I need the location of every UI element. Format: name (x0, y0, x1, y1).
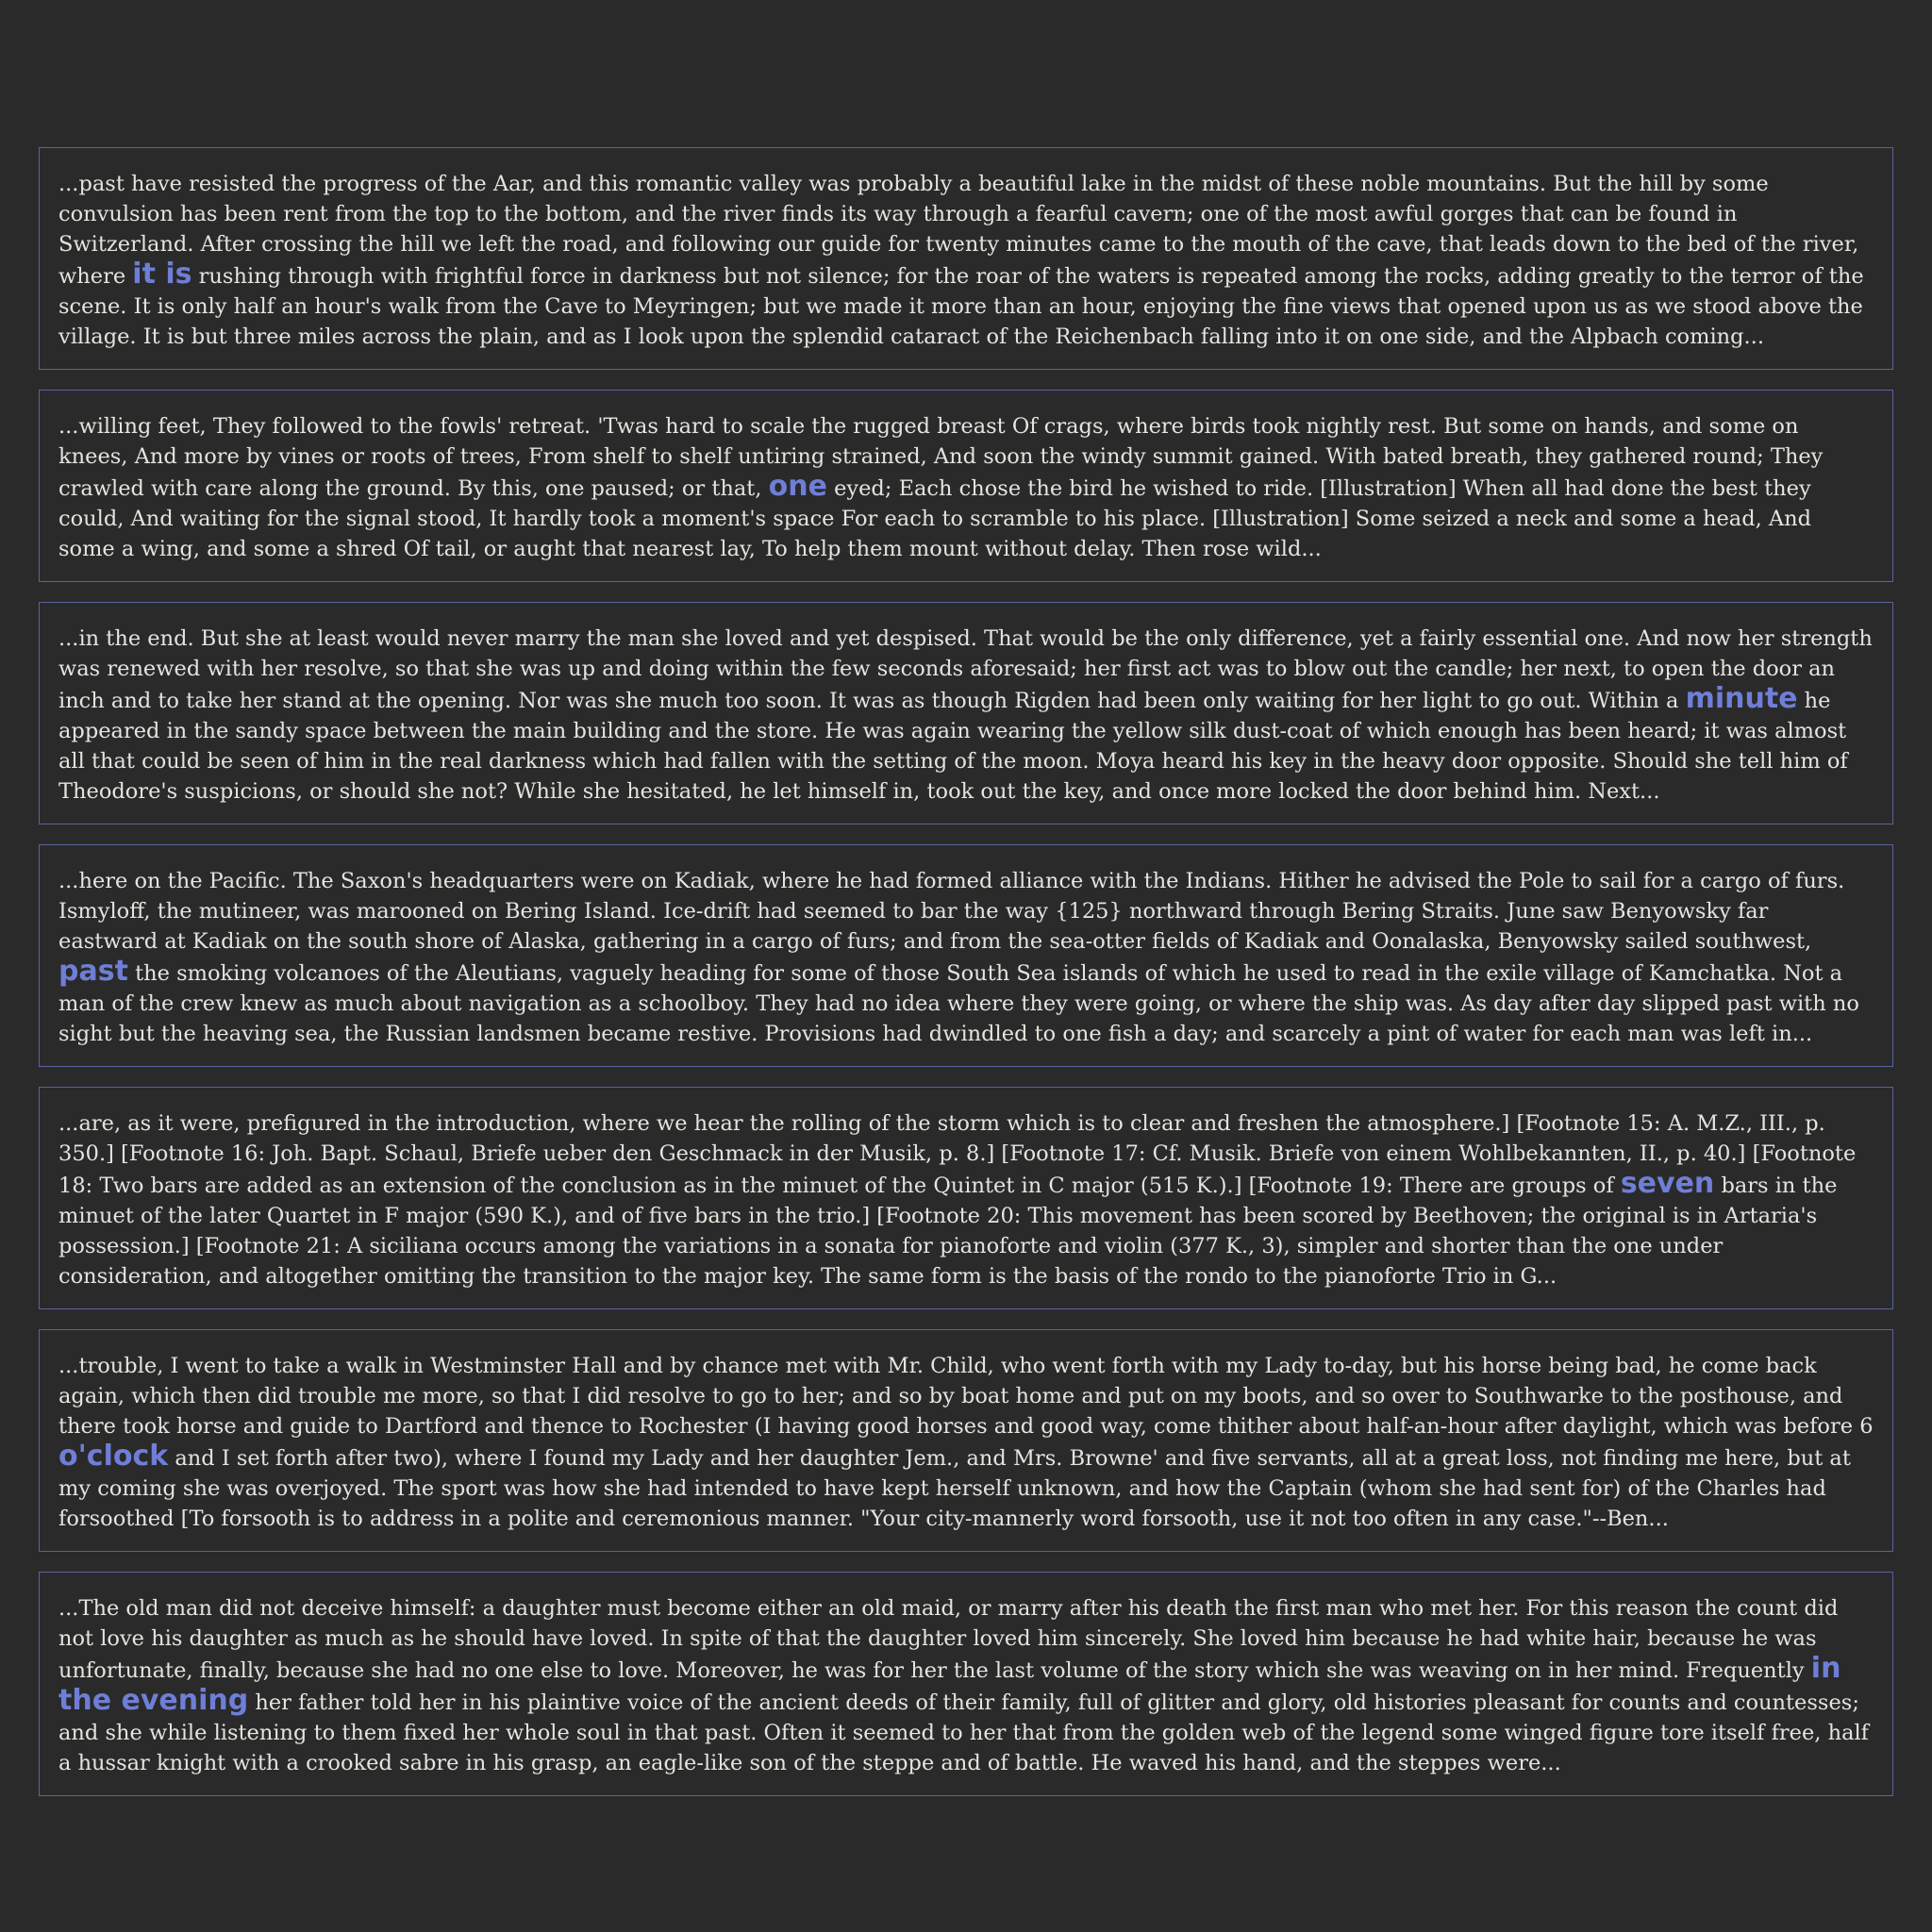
passage-text-before: ...are, as it were, prefigured in the introduction, where we hear the rolling of the storm which is to clear and freshen the atmosphere.] [Footnote 15: A. M.Z., III., p. 350.] [Footnote 16: Joh. Bapt. Schaul, Briefe ueber den Geschmack in der Musik, p. 8.] [Footnote 17: Cf. Musik. Briefe von einem Wohlbekannten, II., p. 40.] [Footnote 18: Two bars are added as an extension of the conclusion as in the minuet of the Quintet in C major (515 K.).] [Footnote 19: There are groups of (58, 1111, 1857, 1198)
passage-text-after: rushing through with frightful force in darkness but not silence; for the roar of the waters is repeated among the rocks, adding greatly to the terror of the scene. It is only half an hour's walk from the Cave to Meyringen; but we made it more than an hour, enjoying the fine views that opened upon us as we stood above the village. It is but three miles across the plain, and as I look upon the splendid cataract of the Reichenbach falling into it on one side, and the Alpbach coming... (58, 264, 1864, 349)
passage-card (39, 147, 1893, 370)
passage-card (39, 844, 1893, 1067)
passage-text-before: ...here on the Pacific. The Saxon's headquarters were on Kadiak, where he had formed alliance with the Indians. Hither he advised the Pole to sail for a cargo of furs. Ismyloff, the mutineer, was marooned on Bering Island. Ice-drift had seemed to bar the way {125} northward through Bering Straits. June saw Benyowsky far eastward at Kadiak on the south shore of Alaska, gathering in a cargo of furs; and from the sea-otter fields of Kadiak and Oonalaska, Benyowsky sailed southwest, (58, 869, 1845, 954)
passage-card (39, 390, 1893, 582)
passage-card (39, 1329, 1893, 1552)
highlighted-phrase: past (58, 955, 128, 988)
passage-card (39, 1572, 1893, 1796)
passage-card (39, 1087, 1893, 1309)
passage-text-before: ...The old man did not deceive himself: a daughter must become either an old maid, or marry after his death the first man who met her. For this reason the count did not love his daughter as much as he should have loved. In spite of that the daughter loved him sincerely. She loved him because he had white hair, because he was unfortunate, finally, because she had no one else to love. Moreover, he was for her the last volume of the story which she was weaving on in her mind. Frequently (58, 1596, 1839, 1683)
passage-text-before: ...trouble, I went to take a walk in Westminster Hall and by chance met with Mr. Child, who went forth with my Lady to-day, but his horse being bad, he come back again, which then did trouble me more, so that I did resolve to go to her; and so by boat home and put on my boots, and so over to Southwarke to the posthouse, and there took horse and guide to Dartford and thence to Rochester (I having good horses and good way, come thither about half-an-hour after daylight, which was before 6 (58, 1354, 1874, 1439)
passage-text-before: ...in the end. But she at least would never marry the man she loved and yet despised. That would be the only difference, yet a fairly essential one. And now her strength was renewed with her resolve, so that she was up and doing within the few seconds aforesaid; her first act was to blow out the candle; her next, to open the door an inch and to take her stand at the opening. Nor was she much too soon. It was as though Rigden had been only waiting for her light to go out. Within a (58, 626, 1873, 713)
passage-text-after: her father told her in his plaintive voice of the ancient deeds of their family, full of glitter and glory, old histories pleasant for counts and countesses; and she while listening to them fixed her whole soul in that past. Often it seemed to her that from the golden web of the legend some winged figure tore itself free, half a hussar knight with a crooked sabre in his grasp, an eagle-like son of the steppe and of battle. He waved his hand, and the steppes were... (58, 1690, 1870, 1775)
highlighted-phrase: minute (1685, 682, 1798, 715)
passage-text-after: bars in the minuet of the later Quartet in F major (590 K.), and of five bars in the trio.] [Footnote 20: This movement has been scored by Beethoven; the original is in Artaria's possession.] [Footnote 21: A siciliana occurs among the variations in a sonata for pianoforte and violin (377 K., 3), simpler and shorter than the one under consideration, and altogether omitting the transition to the major key. The same form is the basis of the rondo to the pianoforte Trio in G... (58, 1174, 1838, 1289)
passage-text-after: the smoking volcanoes of the Aleutians, vaguely heading for some of those South Sea islands of which he used to read in the exile village of Kamchatka. Not a man of the crew knew as much about navigation as a schoolboy. They had no idea where they were going, or where the ship was. As day after day slipped past with no sight but the heaving sea, the Russian landsmen became restive. Provisions had dwindled to one fish a day; and scarcely a pint of water for each man was left in... (58, 961, 1859, 1046)
passage-text-before: ...willing feet, They followed to the fowls' retreat. 'Twas hard to scale the rugged breast Of crags, where birds took nightly rest. But some on hands, and some on knees, And more by vines or roots of trees, From shelf to shelf untiring strained, And soon the windy summit gained. With bated breath, they gathered round; They crawled with care along the ground. By this, one paused; or that, (58, 414, 1824, 501)
highlighted-phrase: o'clock (58, 1440, 169, 1473)
highlighted-phrase: it is (132, 258, 192, 291)
highlighted-phrase: one (768, 470, 827, 503)
passage-text-after: he appeared in the sandy space between the main building and the store. He was again wearing the yellow silk dust-coat of which enough has been heard; it was almost all that could be seen of him in the real darkness which had fallen with the setting of the moon. Moya heard his key in the heavy door opposite. Should she tell him of Theodore's suspicions, or should she not? While she hesitated, he let himself in, took out the key, and once more locked the door behind him. Next... (58, 689, 1848, 804)
passage-text-after: eyed; Each chose the bird he wished to ride. [Illustration] When all had done the best they could, And waiting for the signal stood, It hardly took a moment's space For each to scramble to his place. [Illustration] Some seized a neck and some a head, And some a wing, and some a shred Of tail, or aught that nearest lay, To help them mount without delay. Then rose wild... (58, 476, 1812, 561)
passage-card (39, 602, 1893, 824)
passage-text-before: ...past have resisted the progress of the Aar, and this romantic valley was probably a beautiful lake in the midst of these noble mountains. But the hill by some convulsion has been rent from the top to the bottom, and the river finds its way through a fearful cavern; one of the most awful gorges that can be found in Switzerland. After crossing the hill we left the road, and following our guide for twenty minutes came to the mouth of the cave, that leads down to the bed of the river, where (58, 172, 1859, 289)
passage-text-after: and I set forth after two), where I found my Lady and her daughter Jem., and Mrs. Browne' and five servants, all at a great loss, not finding me here, but at my coming she was overjoyed. The sport was how she had intended to have kept herself unknown, and how the Captain (whom she had sent for) of the Charles had forsoothed [To forsooth is to address in a polite and ceremonious manner. "Your city-mannerly word forsooth, use it not too often in any case."--Ben... (58, 1446, 1851, 1531)
passage-list (39, 147, 1893, 1816)
highlighted-phrase: in the evening (58, 1652, 1841, 1717)
highlighted-phrase: seven (1620, 1167, 1715, 1200)
